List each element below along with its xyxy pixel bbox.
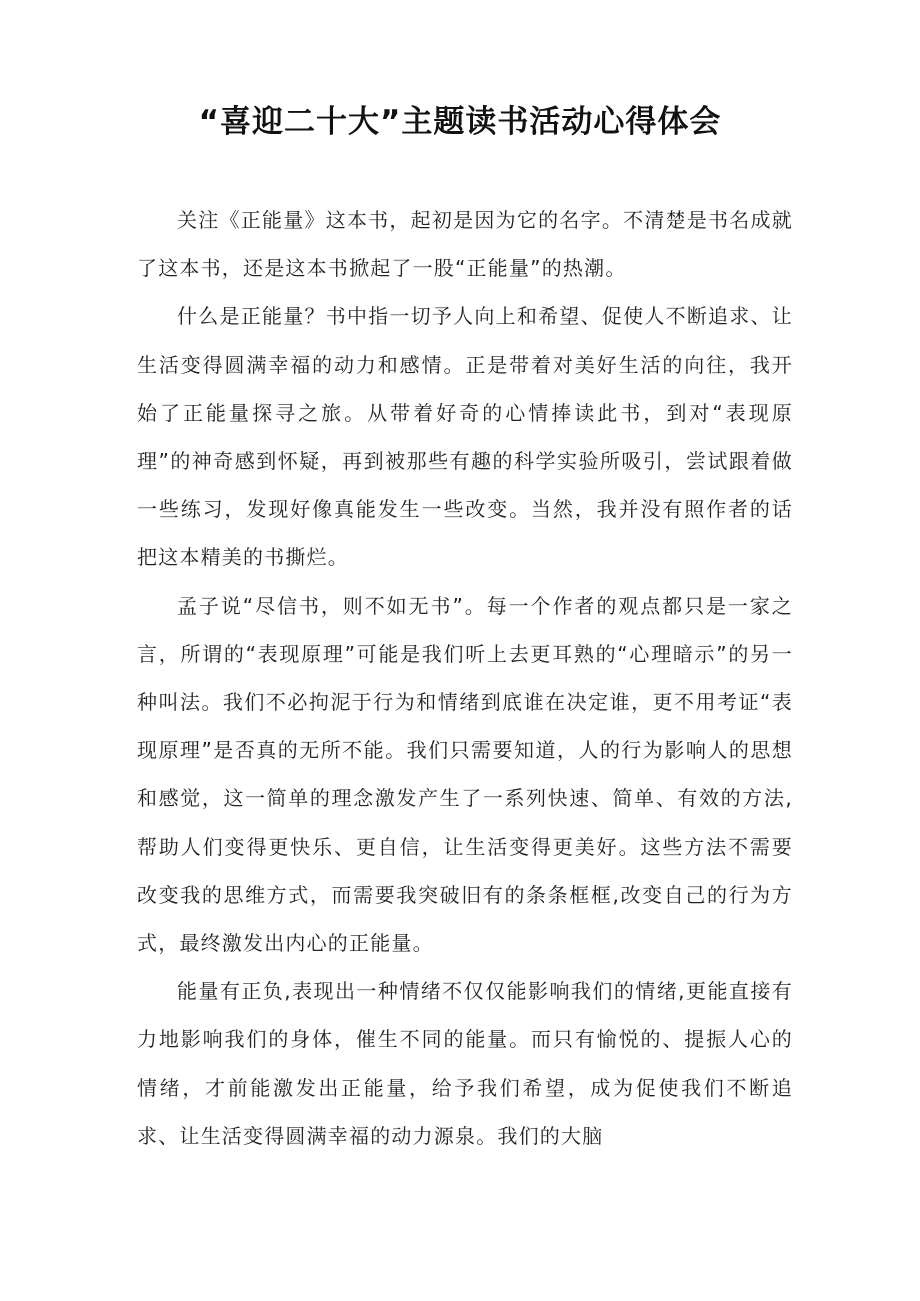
paragraph-4: 能量有正负,表现出一种情绪不仅仅能影响我们的情绪,更能直接有力地影响我们的身体，催生不同的能量。而只有愉悦的、提振人心的情绪，才前能激发出正能量，给予我们希望，成为促使我们不断追求、让生活变得圆满幸福的动力源泉。我们的大脑 <box>137 979 793 1148</box>
paragraph-2: 什么是正能量？书中指一切予人向上和希望、促使人不断追求、让生活变得圆满幸福的动力和感情。正是带着对美好生活的向往，我开始了正能量探寻之旅。从带着好奇的心情捧读此书，到对“表现原理”的神奇感到怀疑，再到被那些有趣的科学实验所吸引，尝试跟着做一些练习，发现好像真能发生一些改变。当然，我并没有照作者的话把这本精美的书撕烂。 <box>137 304 793 570</box>
paragraph-3: 孟子说“尽信书，则不如无书”。每一个作者的观点都只是一家之言，所谓的“表现原理”可能是我们听上去更耳熟的“心理暗示”的另一种叫法。我们不必拘泥于行为和情绪到底谁在决定谁，更不用考证“表现原理”是否真的无所不能。我们只需要知道，人的行为影响人的思想和感觉，这一简单的理念激发产生了一系列快速、简单、有效的方法,帮助人们变得更快乐、更自信，让生活变得更美好。这些方法不需要改变我的思维方式，而需要我突破旧有的条条框框,改变自己的行为方式，最终激发出内心的正能量。 <box>137 593 793 956</box>
document-body <box>137 196 793 1160</box>
paragraph-1: 关注《正能量》这本书，起初是因为它的名字。不清楚是书名成就了这本书，还是这本书掀起了一股“正能量”的热潮。 <box>137 208 793 281</box>
document-title: “喜迎二十大”主题读书活动心得体会 <box>198 104 722 140</box>
